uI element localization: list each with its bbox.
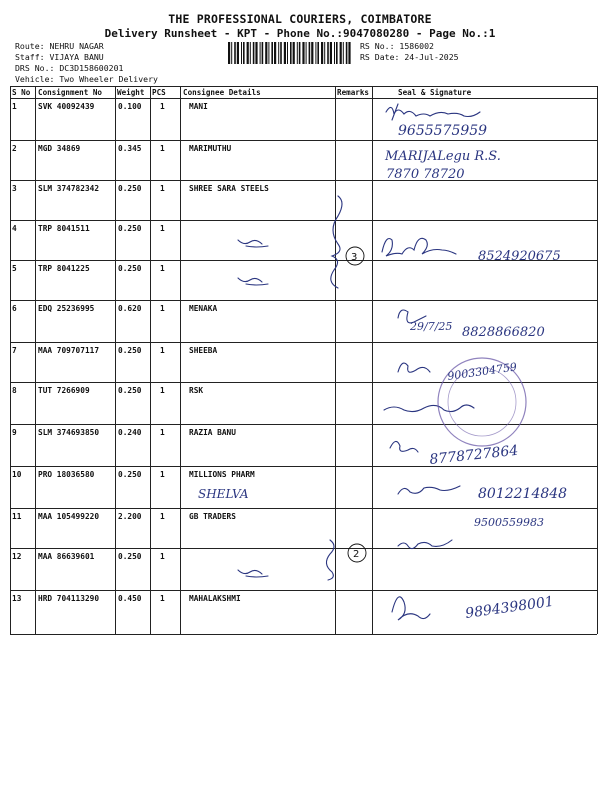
row-consignee: MAHALAKSHMI [189, 594, 241, 603]
row-consignment-no: MGD 34869 [38, 144, 81, 153]
row-consignment-no: EDQ 25236995 [38, 304, 95, 313]
ditto-mark-row12 [238, 570, 268, 577]
barcode-bar [302, 42, 304, 64]
table-rule [10, 548, 597, 549]
row-consignee: RAZIA BANU [189, 428, 236, 437]
handwritten-row6-date: 29/7/25 [410, 320, 453, 333]
row-sno: 13 [12, 594, 22, 603]
barcode-bar [343, 42, 344, 64]
table-column-rule [335, 86, 336, 634]
barcode-bar [271, 42, 273, 64]
barcode-bar [309, 42, 311, 64]
row-consignee: MENAKA [189, 304, 218, 313]
row-consignment-no: MAA 86639601 [38, 552, 95, 561]
runsheet-meta-left [15, 41, 123, 74]
barcode-bar [241, 42, 242, 64]
row-weight: 0.250 [118, 184, 142, 193]
bracket-circle-2 [348, 544, 366, 562]
row-weight: 0.240 [118, 428, 142, 437]
handwritten-row9-phone: 8778727864 [428, 442, 520, 468]
barcode-bar [330, 42, 332, 64]
table-rule [10, 220, 597, 221]
row-weight: 0.250 [118, 346, 142, 355]
row-sno: 4 [12, 224, 17, 233]
barcode-bar [297, 42, 298, 64]
barcode-bar [247, 42, 249, 64]
bracket-curl-2 [326, 540, 334, 580]
table-column-rule [115, 86, 116, 634]
signature-row6 [398, 310, 426, 323]
table-rule [10, 634, 597, 635]
col-header-seal: Seal & Signature [398, 88, 472, 97]
row-consignment-no: TRP 8041225 [38, 264, 90, 273]
row-pcs: 1 [160, 264, 165, 273]
barcode-bar [315, 42, 316, 64]
col-header-consignee: Consignee Details [183, 88, 261, 97]
barcode-bar [262, 42, 264, 64]
barcode-bar [334, 42, 335, 64]
handwritten-row1-phone: 9655575959 [398, 123, 488, 139]
barcode-bar [290, 42, 292, 64]
row-weight: 0.250 [118, 224, 142, 233]
row-pcs: 1 [160, 470, 165, 479]
barcode-bar [299, 42, 301, 64]
row-weight: 0.250 [118, 386, 142, 395]
row-sno: 10 [12, 470, 22, 479]
table-rule [10, 98, 597, 99]
row-sno: 11 [12, 512, 22, 521]
table-rule [10, 86, 597, 87]
row-sno: 3 [12, 184, 17, 193]
barcode-bar [340, 42, 342, 64]
row-consignment-no: TRP 8041511 [38, 224, 90, 233]
barcode-bar [265, 42, 267, 64]
barcode-bar [317, 42, 319, 64]
signature-row1 [386, 107, 480, 116]
barcode-bar [348, 42, 350, 64]
barcode-bar [237, 42, 239, 64]
handwritten-row2-name: MARIJALegu R.S. [385, 149, 501, 164]
barcode-bar [253, 42, 255, 64]
barcode-bar [311, 42, 313, 64]
row-consignment-no: TUT 7266909 [38, 386, 90, 395]
col-header-consignment: Consignment No [38, 88, 103, 97]
row-weight: 0.250 [118, 470, 142, 479]
handwritten-row11-phone: 9500559983 [474, 516, 544, 529]
barcode-bar [243, 42, 245, 64]
row-pcs: 1 [160, 512, 165, 521]
row-pcs: 1 [160, 386, 165, 395]
row-pcs: 1 [160, 552, 165, 561]
bracket-number-3: 3 [351, 252, 358, 263]
row-sno: 7 [12, 346, 17, 355]
ditto-mark-row5 [238, 278, 268, 285]
row-consignee: MARIMUTHU [189, 144, 232, 153]
row-weight: 0.345 [118, 144, 142, 153]
bracket-circle-3 [346, 247, 364, 265]
table-rule [10, 300, 597, 301]
row-consignment-no: MAA 105499220 [38, 512, 100, 521]
row-sno: 6 [12, 304, 17, 313]
row-weight: 0.100 [118, 102, 142, 111]
runsheet-subtitle: Delivery Runsheet - KPT - Phone No.:9047080280 - Page No.:1 [104, 27, 496, 40]
row-pcs: 1 [160, 346, 165, 355]
barcode-bar [255, 42, 257, 64]
table-column-rule [10, 86, 11, 634]
barcode-bar [324, 42, 325, 64]
handwritten-row13-phone: 9894398001 [464, 593, 555, 622]
barcode-bar [260, 42, 261, 64]
barcode-bar [306, 42, 307, 64]
table-column-rule [35, 86, 36, 634]
runsheet-meta-right [360, 41, 459, 63]
row-pcs: 1 [160, 224, 165, 233]
signature-row7 [398, 363, 430, 372]
row-consignment-no: SLM 374782342 [38, 184, 100, 193]
vehicle-label: Vehicle: Two Wheeler Delivery [15, 74, 158, 84]
bracket-curl-1 [331, 196, 342, 288]
table-column-rule [150, 86, 151, 634]
rs-number: RS No.: 1586002 [360, 41, 434, 51]
row-consignee: GB TRADERS [189, 512, 236, 521]
barcode-bar [250, 42, 251, 64]
signature-row10 [398, 486, 460, 494]
row-consignee: SHREE SARA STEELS [189, 184, 269, 193]
row-pcs: 1 [160, 304, 165, 313]
col-header-weight: Weight [117, 88, 145, 97]
col-header-sno: S No [12, 88, 31, 97]
table-rule [10, 382, 597, 383]
barcode-bar [284, 42, 286, 64]
signature-row4 [382, 238, 456, 256]
row-sno: 12 [12, 552, 22, 561]
handwritten-row10-phone: 8012214848 [478, 486, 568, 502]
row-pcs: 1 [160, 102, 165, 111]
barcode-bar [274, 42, 276, 64]
table-rule [10, 466, 597, 467]
row-weight: 2.200 [118, 512, 142, 521]
barcode-bar [280, 42, 282, 64]
ditto-mark-row4 [238, 240, 268, 247]
row-sno: 5 [12, 264, 17, 273]
row-sno: 8 [12, 386, 17, 395]
row-weight: 0.450 [118, 594, 142, 603]
col-header-pcs: PCS [152, 88, 166, 97]
barcode-bar [293, 42, 295, 64]
table-column-rule [372, 86, 373, 634]
barcode [228, 42, 354, 64]
barcode-bar [321, 42, 323, 64]
row-pcs: 1 [160, 594, 165, 603]
table-rule [10, 342, 597, 343]
row-sno: 2 [12, 144, 17, 153]
table-rule [10, 140, 597, 141]
row-consignment-no: HRD 704113290 [38, 594, 100, 603]
barcode-bar [231, 42, 232, 64]
row-consignment-no: SVK 40092439 [38, 102, 95, 111]
table-column-rule [597, 86, 598, 634]
drs-label: DRS No.: DC3D158600201 [15, 63, 124, 73]
barcode-bar [336, 42, 338, 64]
barcode-bar [346, 42, 348, 64]
row-pcs: 1 [160, 184, 165, 193]
table-rule [10, 424, 597, 425]
table-rule [10, 260, 597, 261]
handwritten-row7-phone: 9003304759 [446, 360, 518, 383]
rs-date: RS Date: 24-Jul-2025 [360, 52, 459, 62]
barcode-bar [287, 42, 288, 64]
row-pcs: 1 [160, 144, 165, 153]
barcode-bar [278, 42, 279, 64]
barcode-bar [327, 42, 329, 64]
table-column-rule [180, 86, 181, 634]
runsheet-title: THE PROFESSIONAL COURIERS, COIMBATORE [168, 12, 432, 26]
col-header-remarks: Remarks [337, 88, 370, 97]
row-sno: 9 [12, 428, 17, 437]
table-rule [10, 180, 597, 181]
route-label: Route: NEHRU NAGAR [15, 41, 104, 51]
barcode-bar [268, 42, 269, 64]
handwritten-row2-phone: 7870 78720 [386, 167, 465, 182]
signature-row8 [384, 405, 474, 412]
row-consignee: RSK [189, 386, 204, 395]
row-pcs: 1 [160, 428, 165, 437]
signature-row9 [390, 441, 418, 452]
row-consignee: SHEEBA [189, 346, 218, 355]
row-weight: 0.250 [118, 264, 142, 273]
row-consignment-no: SLM 374693850 [38, 428, 100, 437]
handwritten-row4-phone: 8524920675 [478, 249, 561, 264]
row-weight: 0.250 [118, 552, 142, 561]
row-consignment-no: MAA 709707117 [38, 346, 100, 355]
table-rule [10, 590, 597, 591]
stamp-seal [438, 358, 526, 446]
handwritten-row10-name: SHELVA [198, 487, 249, 501]
barcode-bar [228, 42, 230, 64]
table-rule [10, 508, 597, 509]
row-weight: 0.620 [118, 304, 142, 313]
bracket-number-2: 2 [353, 549, 360, 560]
row-consignee: MANI [189, 102, 208, 111]
row-consignment-no: PRO 18036580 [38, 470, 95, 479]
handwritten-row6-phone: 8828866820 [462, 325, 545, 340]
barcode-bar [234, 42, 236, 64]
staff-label: Staff: VIJAYA BANU [15, 52, 104, 62]
signature-row13 [392, 597, 430, 620]
row-sno: 1 [12, 102, 17, 111]
row-consignee: MILLIONS PHARM [189, 470, 255, 479]
